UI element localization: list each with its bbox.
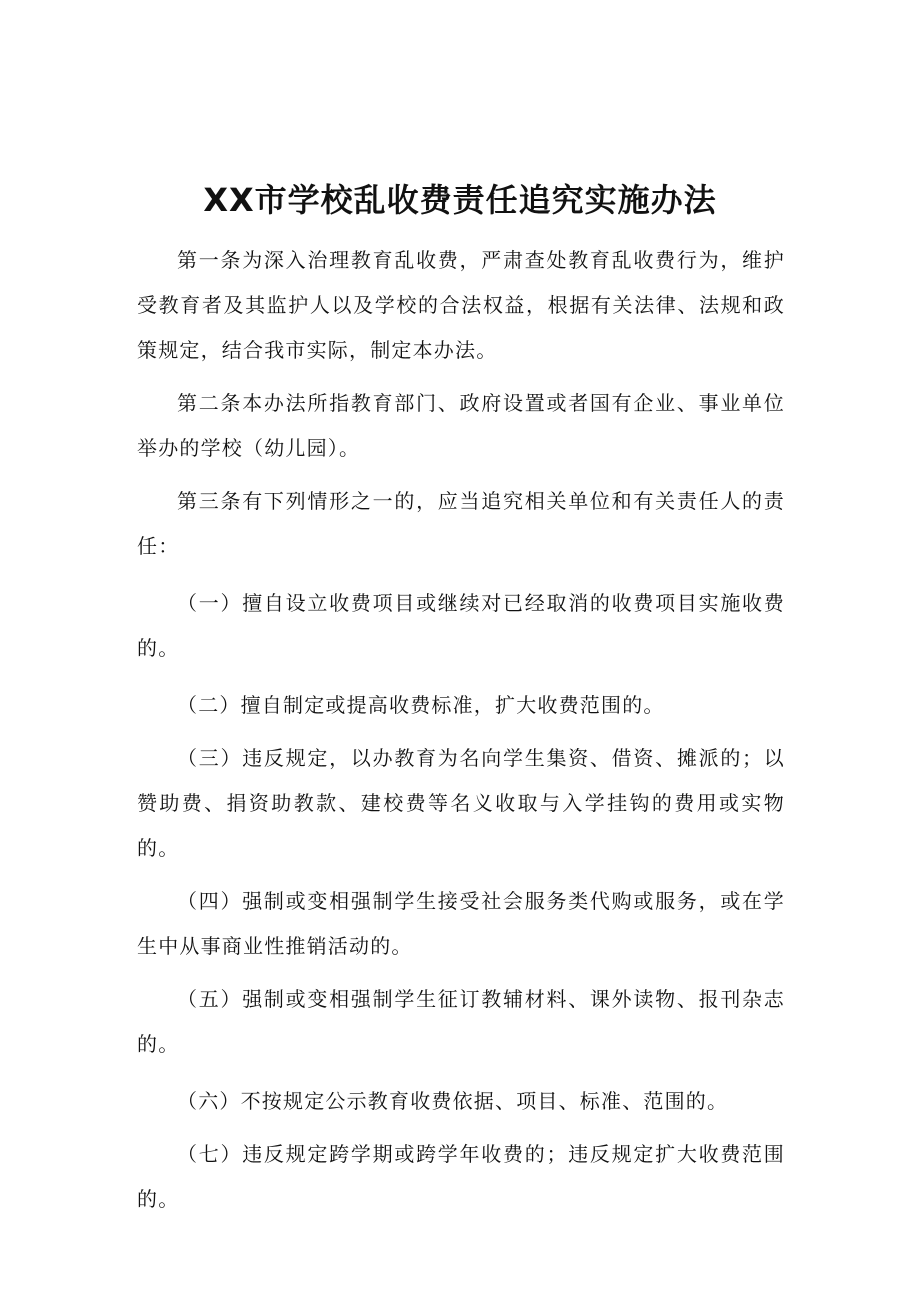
clause-2-paragraph: （二）擅自制定或提高收费标准，扩大收费范围的。 [177, 693, 665, 717]
article-3-paragraph: 第三条有下列情形之一的，应当追究相关单位和有关责任人的责任： [137, 489, 785, 558]
document-body [137, 238, 785, 1222]
clause-7-paragraph: （七）违反规定跨学期或跨学年收费的；违反规定扩大收费范围的。 [137, 1142, 785, 1211]
clause-4-paragraph: （四）强制或变相强制学生接受社会服务类代购或服务，或在学生中从事商业性推销活动的。 [137, 889, 785, 958]
article-2-paragraph: 第二条本办法所指教育部门、政府设置或者国有企业、事业单位举办的学校（幼儿园）。 [137, 391, 785, 460]
document-title: XX市学校乱收费责任追究实施办法 [203, 181, 717, 219]
clause-6-paragraph: （六）不按规定公示教育收费依据、项目、标准、范围的。 [177, 1089, 729, 1113]
clause-3-paragraph: （三）违反规定，以办教育为名向学生集资、借资、摊派的；以赞助费、捐资助教款、建校费等名义收取与入学挂钩的费用或实物的。 [137, 746, 785, 860]
clause-5-paragraph: （五）强制或变相强制学生征订教辅材料、课外读物、报刊杂志的。 [137, 987, 785, 1056]
clause-1-paragraph: （一）擅自设立收费项目或继续对已经取消的收费项目实施收费的。 [137, 591, 785, 660]
article-1-paragraph: 第一条为深入治理教育乱收费，严肃查处教育乱收费行为，维护受教育者及其监护人以及学校的合法权益，根据有关法律、法规和政策规定，结合我市实际，制定本办法。 [137, 248, 785, 362]
